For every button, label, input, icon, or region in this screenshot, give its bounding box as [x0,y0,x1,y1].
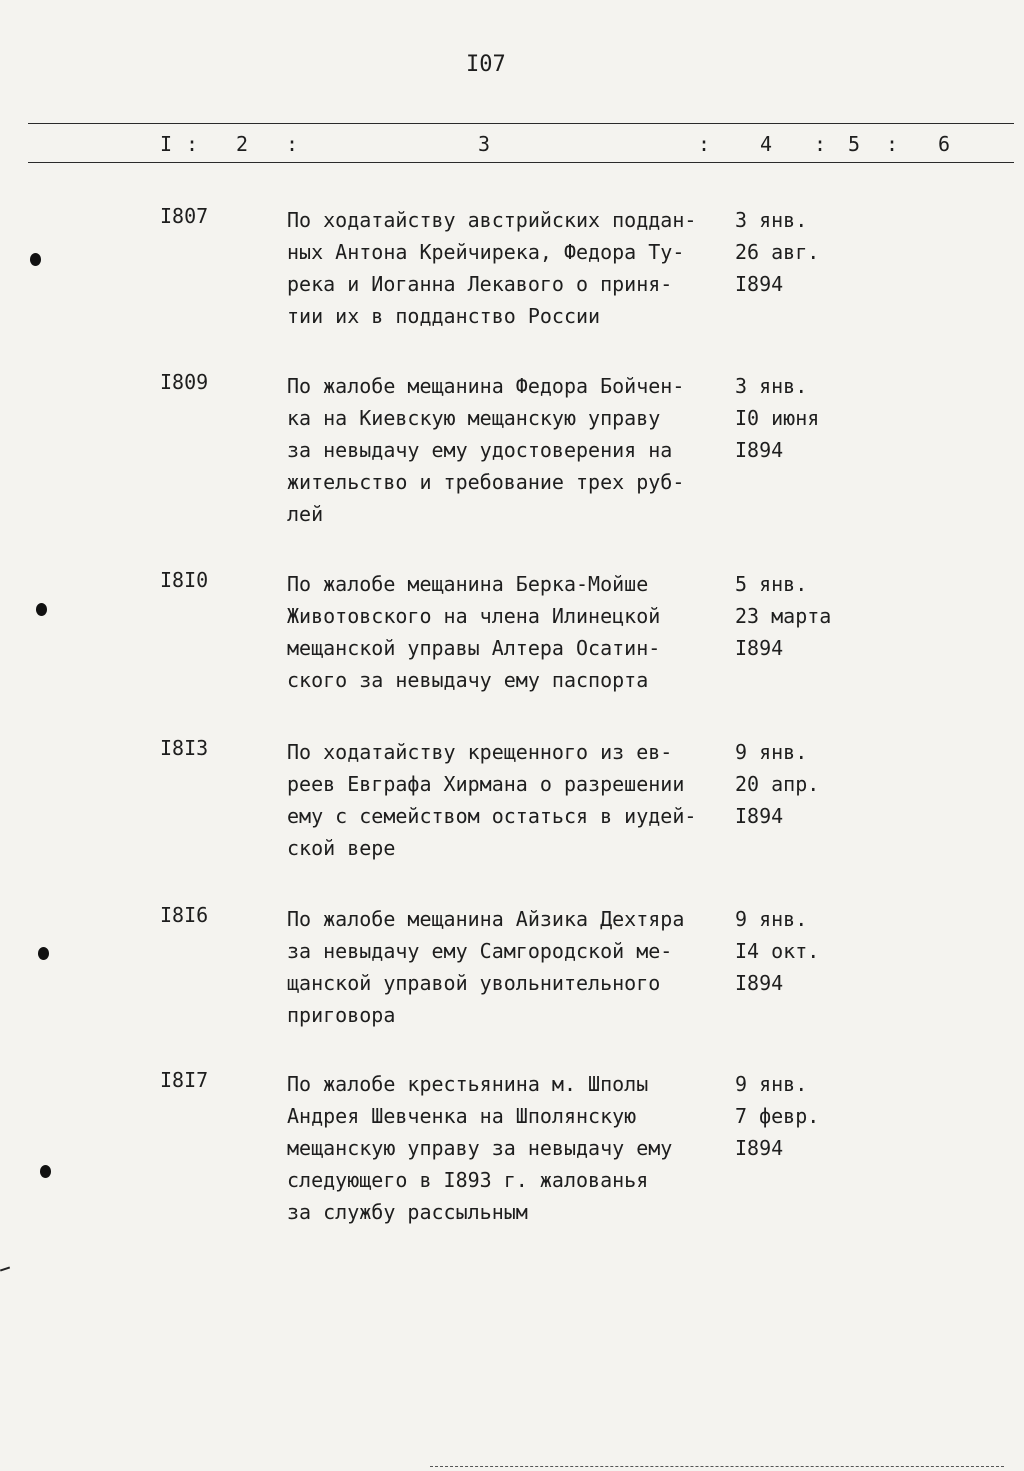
entry-line: Животовского на члена Илинецкой [287,604,661,628]
column-header-4: 4 [760,132,773,156]
entry-date: 23 марта [735,604,832,628]
entry-line: тии их в подданство России [287,304,601,328]
entry-date: I4 окт. [735,939,820,963]
entry-date: I894 [735,1136,784,1160]
entry-date: I894 [735,636,784,660]
entry-number: I8I3 [160,736,209,760]
entry-line: По ходатайству крещенного из ев- [287,740,673,764]
entry-date: 3 янв. [735,374,808,398]
entry-line: По жалобе мещанина Берка-Мойше [287,572,649,596]
entry-line: ему с семейством остаться в иудей- [287,804,697,828]
entry-date: I894 [735,272,784,296]
column-separator: : [186,132,199,156]
entry-date: I894 [735,971,784,995]
entry-line: за невыдачу ему Самгородской ме- [287,939,673,963]
entry-line: приговора [287,1003,396,1027]
entry-date: 9 янв. [735,740,808,764]
entry-date: 7 февр. [735,1104,820,1128]
page-number: I07 [466,52,506,77]
column-separator: : [286,132,299,156]
entry-line: По жалобе крестьянина м. Шполы [287,1072,649,1096]
entry-line: По жалобе мещанина Федора Бойчен- [287,374,685,398]
entry-line: реев Евграфа Хирмана о разрешении [287,772,685,796]
entry-number: I8I0 [160,568,209,592]
edge-mark [0,1267,10,1272]
entry-text [287,370,737,530]
entry-date: I894 [735,804,784,828]
entry-dates [735,1068,819,1164]
entry-line: ской вере [287,836,396,860]
entry-line: По жалобе мещанина Айзика Дехтяра [287,907,685,931]
entry-line: жительство и требование трех руб- [287,470,685,494]
entry-date: 20 апр. [735,772,820,796]
entry-date: 5 янв. [735,572,808,596]
entry-text [287,568,737,696]
entry-dates [735,370,819,466]
entry-line: щанской управой увольнительного [287,971,661,995]
entry-line: река и Иоганна Лекавого о приня- [287,272,673,296]
entry-date: 9 янв. [735,1072,808,1096]
header-rule-bottom [28,162,1014,163]
entry-date: I894 [735,438,784,462]
entry-line: ского за невыдачу ему паспорта [287,668,649,692]
entry-dates [735,903,819,999]
entry-line: мещанской управы Алтера Осатин- [287,636,661,660]
column-separator: : [698,132,711,156]
entry-date: 26 авг. [735,240,820,264]
entry-number: I8I7 [160,1068,209,1092]
entry-line: ка на Киевскую мещанскую управу [287,406,661,430]
entry-date: I0 июня [735,406,820,430]
entry-text [287,1068,737,1228]
punch-hole-icon [30,253,41,266]
entry-line: за службу рассыльным [287,1200,528,1224]
punch-hole-icon [38,947,49,960]
column-separator: : [814,132,827,156]
header-rule-top [28,123,1014,124]
column-separator: : [886,132,899,156]
entry-dates [735,736,819,832]
entry-line: ных Антона Крейчирека, Федора Ту- [287,240,685,264]
entry-dates [735,204,819,300]
bottom-edge-line [430,1466,1004,1467]
punch-hole-icon [36,603,47,616]
entry-dates [735,568,831,664]
entry-date: 3 янв. [735,208,808,232]
entry-number: I8I6 [160,903,209,927]
entry-date: 9 янв. [735,907,808,931]
entry-text [287,204,737,332]
entry-number: I809 [160,370,209,394]
entry-line: Андрея Шевченка на Шполянскую [287,1104,637,1128]
column-header-6: 6 [938,132,951,156]
entry-line: По ходатайству австрийских поддан- [287,208,697,232]
entry-text [287,903,737,1031]
column-header-1: I [160,132,173,156]
column-header-2: 2 [236,132,249,156]
column-header-3: 3 [478,132,491,156]
entry-text [287,736,737,864]
punch-hole-icon [40,1165,51,1178]
entry-line: следующего в I893 г. жалованья [287,1168,649,1192]
entry-line: за невыдачу ему удостоверения на [287,438,673,462]
entry-number: I807 [160,204,209,228]
column-header-5: 5 [848,132,861,156]
entry-line: мещанскую управу за невыдачу ему [287,1136,673,1160]
entry-line: лей [287,502,324,526]
